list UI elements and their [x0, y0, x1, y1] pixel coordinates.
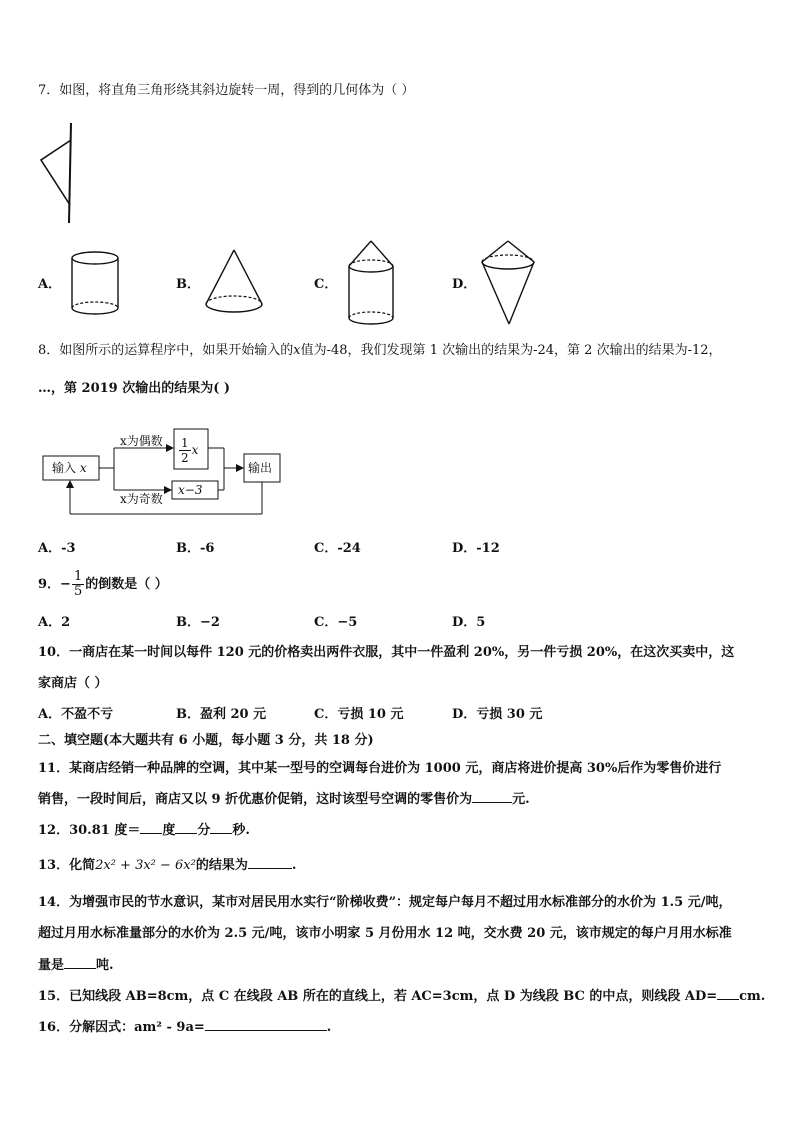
- q7-triangle-figure: [38, 120, 88, 230]
- q10-option-b: B．盈利 20 元: [176, 707, 267, 722]
- flow-even-op: $\frac{1}{2}$ x: [181, 436, 199, 465]
- flow-input-label: 输入 x: [52, 461, 87, 475]
- q7-option-a-label: A．: [38, 277, 62, 292]
- q10-stem-line-2: 家商店（ ）: [38, 676, 108, 691]
- q12-second-blank: [210, 821, 232, 834]
- q7-option-b-label: B．: [176, 277, 200, 292]
- flow-output-label: 输出: [248, 461, 273, 475]
- q10-option-d: D．亏损 30 元: [452, 707, 543, 722]
- q16-line: 16．分解因式：am² - 9a= .: [38, 1020, 332, 1035]
- q10-option-c: C．亏损 10 元: [314, 707, 404, 722]
- q10-stem-line-1: 10．一商店在某一时间以每件 120 元的价格卖出两件衣服，其中一件盈利 20%，另一件亏损 20%，在这次买卖中，这: [38, 645, 735, 660]
- q9-option-a: A．2: [38, 615, 71, 630]
- q9-option-d: D．5: [452, 615, 486, 630]
- q8-stem-line-2: …，第 2019 次输出的结果为( ): [38, 381, 231, 396]
- section-heading-fill-in: 二、填空题(本大题共有 6 小题，每小题 3 分，共 18 分): [38, 733, 374, 748]
- q7-option-c-label: C．: [314, 277, 338, 292]
- q7-option-d-label: D．: [452, 277, 477, 292]
- q11-line-2: 销售，一段时间后，商店又以 9 折优惠价促销，这时该型号空调的零售价为 元.: [38, 792, 530, 807]
- q14-answer-blank: [64, 956, 96, 969]
- q15-answer-blank: [717, 987, 739, 1000]
- double-cone-figure: [476, 238, 546, 328]
- q15-line: 15．已知线段 AB=8cm，点 C 在线段 AB 所在的直线上，若 AC=3cm，点 D 为线段 BC 的中点，则线段 AD= cm.: [38, 989, 766, 1004]
- q9-stem: 9．− $\frac{1}{5}$ 的倒数是（ ）: [38, 569, 168, 599]
- q14-line-3: 量是 吨.: [38, 958, 114, 973]
- q12-degree-blank: [140, 821, 162, 834]
- q11-line-1: 11．某商店经销一种品牌的空调，其中某一型号的空调每台进价为 1000 元，商店将进价提高 30%后作为零售价进行: [38, 761, 722, 776]
- q8-option-d: D．-12: [452, 541, 500, 556]
- cone-figure: [200, 246, 270, 318]
- q14-line-2: 超过月用水标准量部分的水价为 2.5 元/吨，该市小明家 5 月份用水 12 吨，交水费 20 元，该市规定的每户月用水标准: [38, 926, 732, 941]
- flow-even-label: x为偶数: [120, 434, 163, 448]
- q8-option-c: C．-24: [314, 541, 361, 556]
- flow-odd-label: x为奇数: [120, 492, 163, 506]
- q7-stem: 7．如图，将直角三角形绕其斜边旋转一周，得到的几何体为（ ）: [38, 83, 415, 98]
- cylinder-figure: [66, 248, 126, 320]
- q9-option-b: B．−2: [176, 615, 220, 630]
- q16-answer-blank: [205, 1018, 327, 1031]
- q8-stem-line-1: 8．如图所示的运算程序中，如果开始输入的x值为-48，我们发现第 1 次输出的结果为-24，第 2 次输出的结果为-12，: [38, 343, 722, 358]
- q12-line: 12．30.81 度＝ 度 分 秒.: [38, 823, 250, 838]
- q12-minute-blank: [175, 821, 197, 834]
- cone-on-cylinder-figure: [343, 238, 403, 334]
- q10-option-a: A．不盈不亏: [38, 707, 114, 722]
- q9-option-c: C．−5: [314, 615, 358, 630]
- q13-line: 13．化简2x² + 3x² − 6x²的结果为 .: [38, 858, 297, 873]
- q11-answer-blank: [472, 790, 512, 803]
- q13-answer-blank: [248, 856, 292, 869]
- q8-option-b: B．-6: [176, 541, 215, 556]
- q14-line-1: 14．为增强市民的节水意识，某市对居民用水实行“阶梯收费”：规定每户每月不超过用水标准部分的水价为 1.5 元/吨，: [38, 895, 732, 910]
- q8-option-a: A．-3: [38, 541, 76, 556]
- flow-odd-op: x−3: [178, 483, 203, 497]
